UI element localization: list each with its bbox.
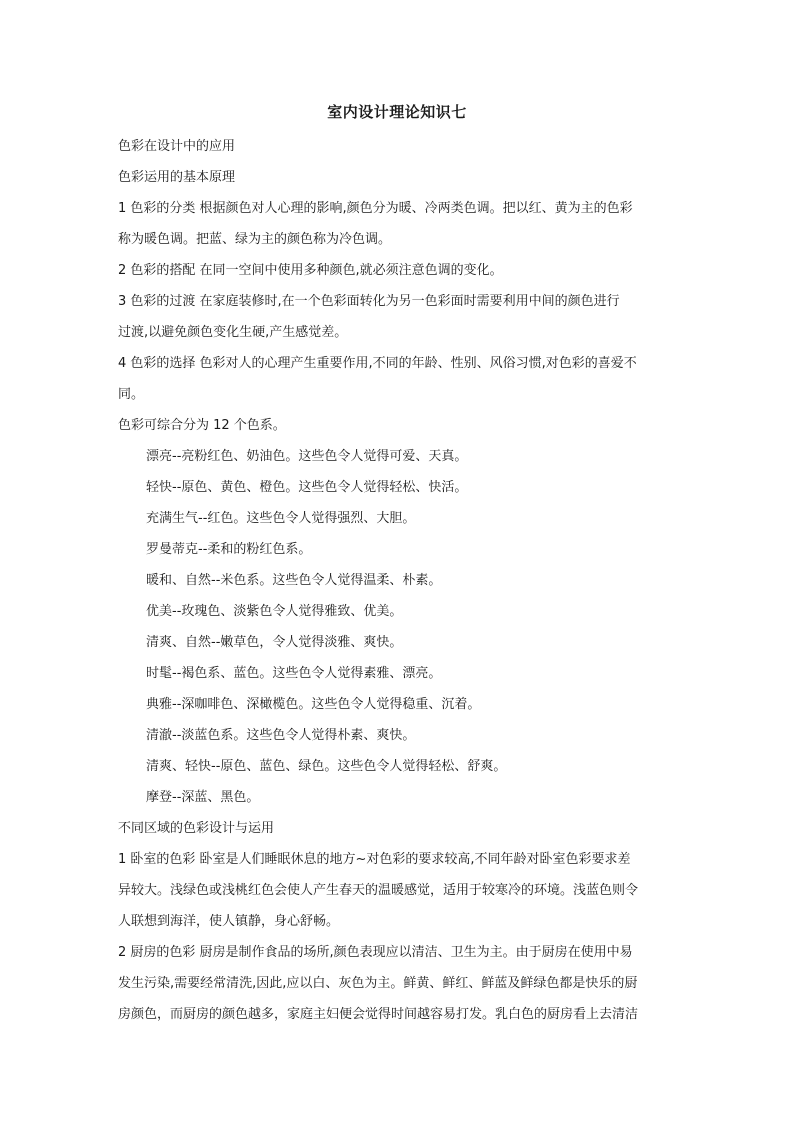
text-line: 称为暖色调。把蓝、绿为主的颜色称为冷色调。	[118, 232, 392, 247]
text-line: 异较大。浅绿色或浅桃红色会使人产生春天的温暖感觉，适用于较寒冷的环境。浅蓝色则令	[118, 883, 639, 898]
text-line: 同。	[118, 387, 145, 402]
text-line: 4 色彩的选择 色彩对人的心理产生重要作用,不同的年龄、性别、风俗习惯,对色彩的喜爱不	[118, 356, 637, 371]
color-series-line: 清澈--淡蓝色系。这些色令人觉得朴素、爽快。	[146, 728, 416, 743]
color-series-line: 清爽、轻快--原色、蓝色、绿色。这些色令人觉得轻松、舒爽。	[146, 759, 507, 774]
document-body	[118, 131, 680, 1030]
text-line: 发生污染,需要经常清洗,因此,应以白、灰色为主。鲜黄、鲜红、鲜蓝及鲜绿色都是快乐的厨	[118, 976, 638, 991]
color-series-line: 暖和、自然--米色系。这些色令人觉得温柔、朴素。	[146, 573, 442, 588]
color-series-line: 漂亮--亮粉红色、奶油色。这些色令人觉得可爱、天真。	[146, 449, 468, 464]
text-line: 过渡,以避免颜色变化生硬,产生感觉差。	[118, 325, 348, 340]
text-line: 色彩可综合分为 12 个色系。	[118, 418, 286, 433]
color-series-line: 典雅--深咖啡色、深橄榄色。这些色令人觉得稳重、沉着。	[146, 697, 481, 712]
color-series-line: 轻快--原色、黄色、橙色。这些色令人觉得轻松、快活。	[146, 480, 468, 495]
text-line: 3 色彩的过渡 在家庭装修时,在一个色彩面转化为另一色彩面时需要利用中间的颜色进行	[118, 294, 620, 309]
text-line: 2 厨房的色彩 厨房是制作食品的场所,颜色表现应以清洁、卫生为主。由于厨房在使用中易	[118, 945, 633, 960]
text-line: 不同区域的色彩设计与运用	[118, 821, 275, 836]
color-series-line: 摩登--深蓝、黑色。	[146, 790, 260, 805]
text-line: 人联想到海洋，使人镇静，身心舒畅。	[118, 914, 340, 929]
text-line: 房颜色，而厨房的颜色越多，家庭主妇便会觉得时间越容易打发。乳白色的厨房看上去清洁	[118, 1007, 639, 1022]
text-line: 2 色彩的搭配 在同一空间中使用多种颜色,就必须注意色调的变化。	[118, 263, 503, 278]
color-series-line: 优美--玫瑰色、淡紫色令人觉得雅致、优美。	[146, 604, 403, 619]
text-line: 色彩在设计中的应用	[118, 139, 236, 154]
text-line: 1 色彩的分类 根据颜色对人心理的影响,颜色分为暖、冷两类色调。把以红、黄为主的色彩	[118, 201, 633, 216]
color-series-line: 时髦--褐色系、蓝色。这些色令人觉得素雅、漂亮。	[146, 666, 442, 681]
color-series-line: 充满生气--红色。这些色令人觉得强烈、大胆。	[146, 511, 416, 526]
text-line: 1 卧室的色彩 卧室是人们睡眠休息的地方~对色彩的要求较高,不同年龄对卧室色彩要求差	[118, 852, 631, 867]
document-title: 室内设计理论知识七	[327, 103, 467, 121]
text-line: 色彩运用的基本原理	[118, 170, 236, 185]
color-series-line: 罗曼蒂克--柔和的粉红色系。	[146, 542, 312, 557]
color-series-line: 清爽、自然--嫩草色，令人觉得淡雅、爽快。	[146, 635, 403, 650]
